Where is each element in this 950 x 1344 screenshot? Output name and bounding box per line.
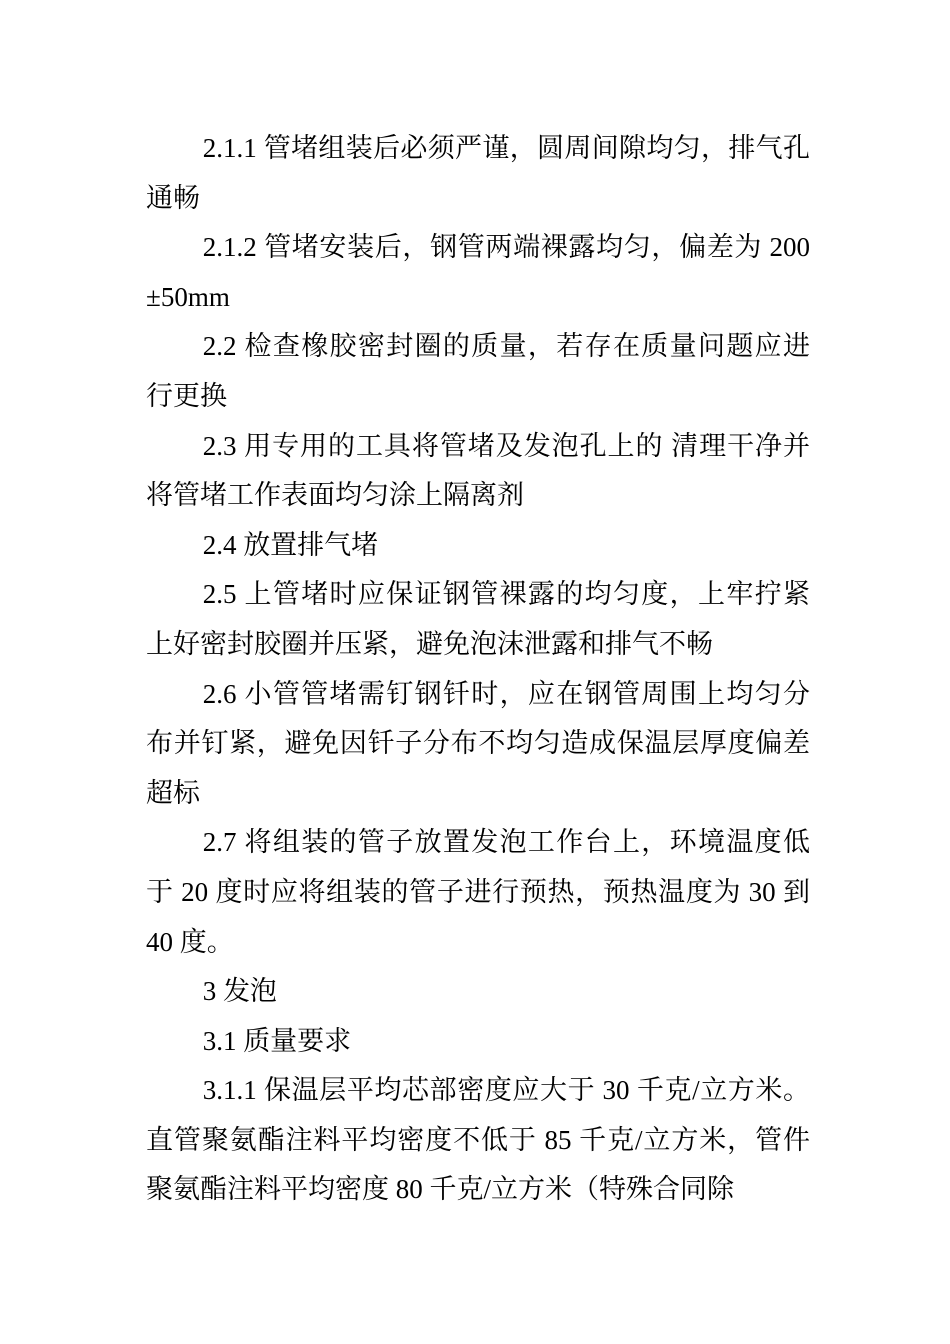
paragraph-2-6: 2.6 小管管堵需钉钢钎时，应在钢管周围上均匀分布并钉紧，避免因钎子分布不均匀造成保温层厚度偏差超标 <box>146 678 810 808</box>
paragraph-2-3: 2.3 用专用的工具将管堵及发泡孔上的 清理干净并将管堵工作表面均匀涂上隔离剂 <box>146 430 810 511</box>
paragraph-2-2: 2.2 检查橡胶密封圈的质量，若存在质量问题应进行更换 <box>146 331 810 411</box>
document-body <box>146 124 810 1215</box>
paragraph-2-1-1: 2.1.1 管堵组装后必须严谨，圆周间隙均匀，排气孔通畅 <box>146 133 810 213</box>
paragraph-2-5: 2.5 上管堵时应保证钢管裸露的均匀度，上牢拧紧上好密封胶圈并压紧，避免泡沫泄露和排气不畅 <box>146 579 810 659</box>
paragraph-2-4: 2.4 放置排气堵 <box>202 529 379 560</box>
paragraph-3-1-1: 3.1.1 保温层平均芯部密度应大于 30 千克/立方米。直管聚氨酯注料平均密度不低于 85 千克/立方米，管件聚氨酯注料平均密度 80 千克/立方米（特殊合同除 <box>146 1075 810 1205</box>
heading-3: 3 发泡 <box>202 976 277 1007</box>
paragraph-2-7: 2.7 将组装的管子放置发泡工作台上，环境温度低于 20 度时应将组装的管子进行预热，预热温度为 30 到 40 度。 <box>146 827 810 957</box>
paragraph-2-1-2: 2.1.2 管堵安装后，钢管两端裸露均匀，偏差为 200±50mm <box>146 232 810 312</box>
heading-3-1: 3.1 质量要求 <box>202 1025 352 1056</box>
